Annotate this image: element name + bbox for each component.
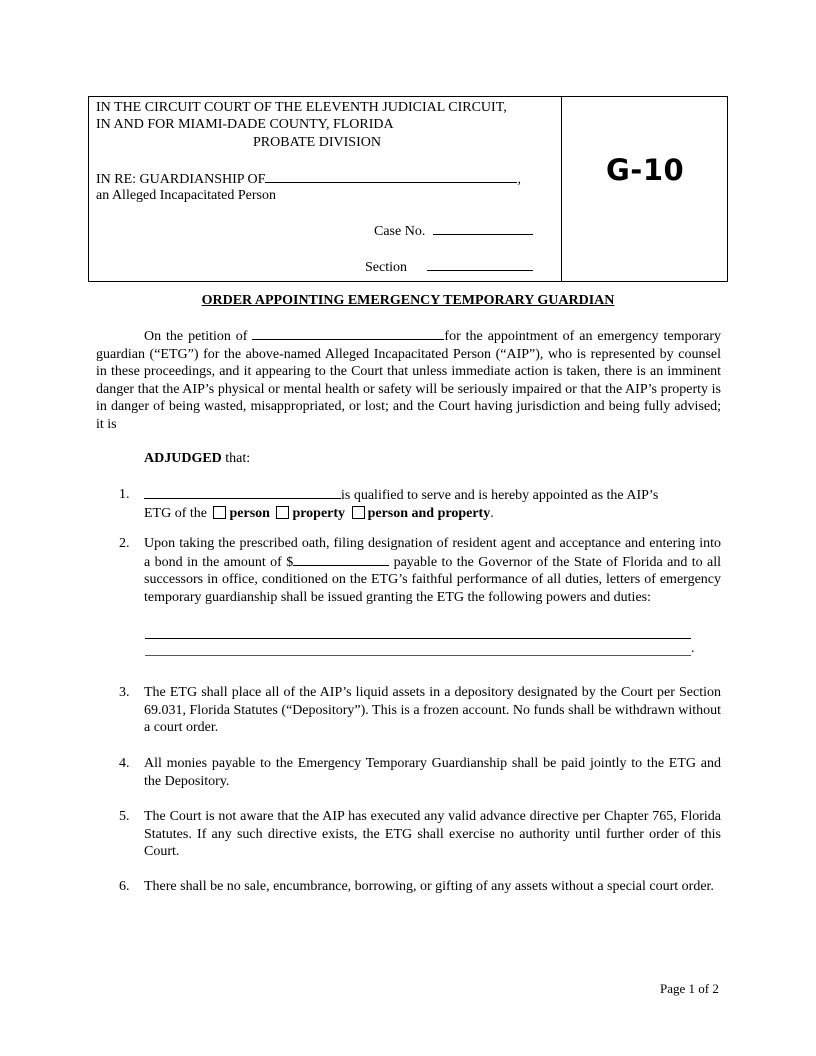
- person-option-label: person: [229, 505, 270, 521]
- case-no-label: Case No.: [374, 224, 426, 239]
- case-no-line: [374, 222, 533, 240]
- adjudged-heading: [144, 451, 250, 467]
- caption-box: [88, 96, 728, 282]
- in-re-label: IN RE: GUARDIANSHIP OF: [96, 172, 266, 187]
- page-title: ORDER APPOINTING EMERGENCY TEMPORARY GUARDIAN: [201, 293, 615, 308]
- person-checkbox[interactable]: [213, 506, 226, 519]
- bond-amount-field[interactable]: [293, 553, 389, 566]
- form-number: G-10: [606, 153, 685, 187]
- in-re-comma: ,: [517, 172, 521, 187]
- adjudged-bold: ADJUDGED: [144, 451, 222, 466]
- person-and-property-checkbox[interactable]: [352, 506, 365, 519]
- item-1-text-b: ETG of the: [144, 505, 207, 521]
- property-option-label: property: [292, 505, 346, 521]
- guardian-name-field[interactable]: [144, 486, 341, 499]
- item-number: 4.: [119, 756, 130, 771]
- caption-divider: [561, 97, 562, 281]
- division-label: PROBATE DIVISION: [253, 135, 381, 150]
- item-text: The Court is not aware that the AIP has executed any valid advance directive per Chapter 765, Florida Statutes. If any such directive exists, the ETG shall exercise no authority until further order of this Court.: [144, 809, 721, 860]
- item-text: [144, 486, 721, 522]
- adjudged-rest: that:: [221, 451, 251, 466]
- item-number: 3.: [119, 685, 130, 700]
- powers-line-1[interactable]: [145, 638, 691, 639]
- item-number: 2.: [119, 536, 130, 551]
- intro-prefix: On the petition of: [144, 329, 248, 344]
- case-no-field[interactable]: [433, 222, 533, 235]
- item-number: 6.: [119, 879, 130, 894]
- in-re-line: [96, 170, 521, 188]
- court-line-2: IN AND FOR MIAMI-DADE COUNTY, FLORIDA: [96, 117, 394, 132]
- item-text: [144, 535, 721, 606]
- section-field[interactable]: [427, 258, 533, 271]
- powers-period: .: [691, 641, 695, 656]
- item-text: The ETG shall place all of the AIP’s liquid assets in a depository designated by the Court per Section 69.031, Florida Statutes (“Depository”). This is a frozen account. No funds shall be withdrawn without a court order.: [144, 685, 721, 736]
- section-label: Section: [365, 260, 407, 275]
- item-1-period: .: [490, 505, 494, 521]
- intro-paragraph: [96, 327, 721, 434]
- item-number: 5.: [119, 809, 130, 824]
- ward-name-field[interactable]: [265, 170, 517, 183]
- person-description: an Alleged Incapacitated Person: [96, 188, 276, 203]
- item-number: 1.: [119, 487, 130, 502]
- item-text: All monies payable to the Emergency Temporary Guardianship shall be paid jointly to the ETG and the Depository.: [144, 756, 721, 789]
- both-option-label: person and property: [367, 505, 491, 521]
- item-2-text-b: payable to the Governor of the State of Florida and to all successors in office, conditioned on the ETG’s faithful performance of all duties, letters of emergency temporary guardianship shall be issued granting the ETG the following powers and duties:: [144, 554, 721, 605]
- powers-line-2[interactable]: [145, 655, 691, 656]
- property-checkbox[interactable]: [276, 506, 289, 519]
- item-1-text-a: is qualified to serve and is hereby appointed as the AIP’s: [341, 488, 659, 503]
- section-line: [365, 258, 533, 276]
- intro-body: for the appointment of an emergency temporary guardian (“ETG”) for the above-named Alleged Incapacitated Person (“AIP”), who is represented by counsel in these proceedings, and it appearing to the Court that unless immediate action is taken, there is an imminent danger that the AIP’s physical or mental health or safety will be seriously impaired or that the AIP’s property is in danger of being wasted, misappropriated, or lost; and the Court having jurisdiction and being fully advised; it is: [96, 329, 721, 432]
- petitioner-field[interactable]: [252, 327, 444, 340]
- item-2-text-a: Upon taking the prescribed oath, filing designation of resident agent and acceptance and entering into a bond in the amount of $: [144, 536, 721, 570]
- item-text: There shall be no sale, encumbrance, borrowing, or gifting of any assets without a special court order.: [144, 879, 714, 894]
- court-line-1: IN THE CIRCUIT COURT OF THE ELEVENTH JUDICIAL CIRCUIT,: [96, 100, 507, 115]
- page-number: Page 1 of 2: [660, 981, 719, 996]
